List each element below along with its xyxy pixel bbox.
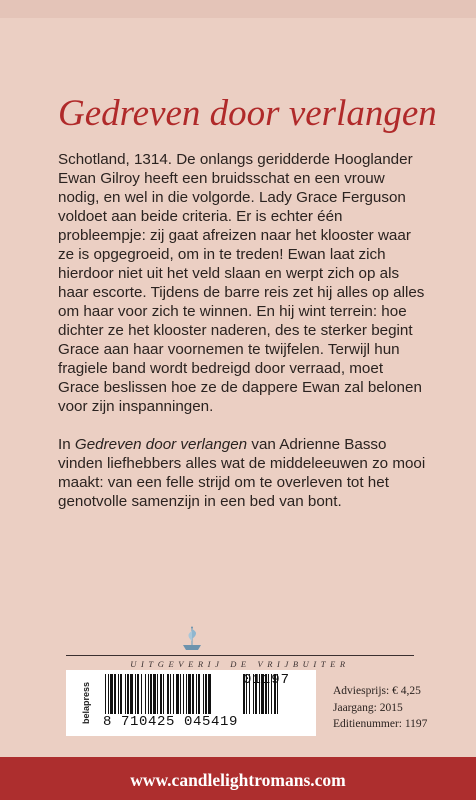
barcode-bar	[167, 674, 169, 714]
barcode-bar	[137, 674, 139, 714]
edition-label: Editienummer: 1197	[333, 718, 428, 730]
barcode-bar	[120, 674, 122, 714]
publisher-divider	[66, 655, 414, 656]
barcode-bar	[141, 674, 142, 714]
barcode-bar	[110, 674, 113, 714]
barcode-bar	[145, 674, 146, 714]
website-url[interactable]: www.candlelightromans.com	[130, 770, 346, 790]
barcode-bar	[183, 674, 184, 714]
barcode-bar	[153, 674, 156, 714]
barcode-bar	[196, 674, 197, 714]
barcode-bar	[148, 674, 149, 714]
barcode-bar	[105, 674, 106, 714]
back-cover-blurb	[58, 150, 428, 530]
year-label: Jaargang: 2015	[333, 701, 403, 714]
barcode-bar	[108, 674, 109, 714]
edition-info	[333, 683, 473, 733]
barcode-bar	[186, 674, 187, 714]
barcode-bar	[208, 674, 211, 714]
barcode-bar	[157, 674, 158, 714]
price-label: Adviesprijs: € 4,25	[333, 685, 421, 697]
barcode-bar	[173, 674, 174, 714]
blurb-p2-prefix: In	[58, 436, 75, 453]
barcode-bar	[114, 674, 116, 714]
top-band	[0, 0, 476, 18]
blurb-paragraph-2	[58, 435, 428, 511]
barcode-bar	[160, 674, 162, 714]
barcode-bar	[205, 674, 207, 714]
barcode-bar	[198, 674, 200, 714]
barcode-bar	[176, 674, 179, 714]
isbn-number: 8 710425 045419	[103, 714, 239, 730]
barcode-bar	[135, 674, 136, 714]
barcode-bar	[125, 674, 126, 714]
barcode-bar	[127, 674, 129, 714]
blurb-p2-suffix: van Adrienne Basso vinden liefhebbers alles wat de middeleeuwen zo mooi maakt: van een felle strijd om te overleven tot het genotvolle samenzijn in een bed van bont.	[58, 436, 426, 510]
barcode-bar	[192, 674, 194, 714]
pirate-ship-icon	[180, 625, 204, 653]
addon-number: 01197	[243, 672, 291, 688]
barcode-bar	[180, 674, 181, 714]
barcode-brand: belapress	[81, 681, 91, 725]
barcode-bar	[203, 674, 204, 714]
barcode-bar	[150, 674, 152, 714]
barcode-bar	[170, 674, 171, 714]
publisher-name: UITGEVERIJ DE VRIJBUITER	[130, 659, 350, 669]
barcode-bar	[118, 674, 119, 714]
book-title: Gedreven door verlangen	[58, 93, 437, 134]
publisher-mark	[0, 625, 476, 669]
blurb-p2-book-title: Gedreven door verlangen	[74, 436, 248, 453]
barcode-bar	[130, 674, 133, 714]
barcode-bar	[163, 674, 164, 714]
barcode-bar	[188, 674, 191, 714]
blurb-paragraph-1: Schotland, 1314. De onlangs geridderde Hooglander Ewan Gilroy heeft een bruidsschat en een vrouw nodig, en wel in die volgorde. Lady Grace Ferguson voldoet aan beide criteria. Er is echter één probleempje: zij gaat afreizen naar het klooster waar ze is opgegroeid, om in te treden! Ewan laat zich hierdoor niet uit het veld slaan en werpt zich op als haar escorte. Tijdens de barre reis zet hij alles op alles om haar voor zich te winnen. En hij wint terrein: hoe dichter ze het klooster naderen, des te sterker begint Grace aan haar voornemen te twijfelen. Terwijl hun fragiele band wordt bedreigd door verraad, moet Grace beslissen hoe ze de dappere Ewan zal belonen voor zijn inspanningen.	[58, 151, 425, 415]
